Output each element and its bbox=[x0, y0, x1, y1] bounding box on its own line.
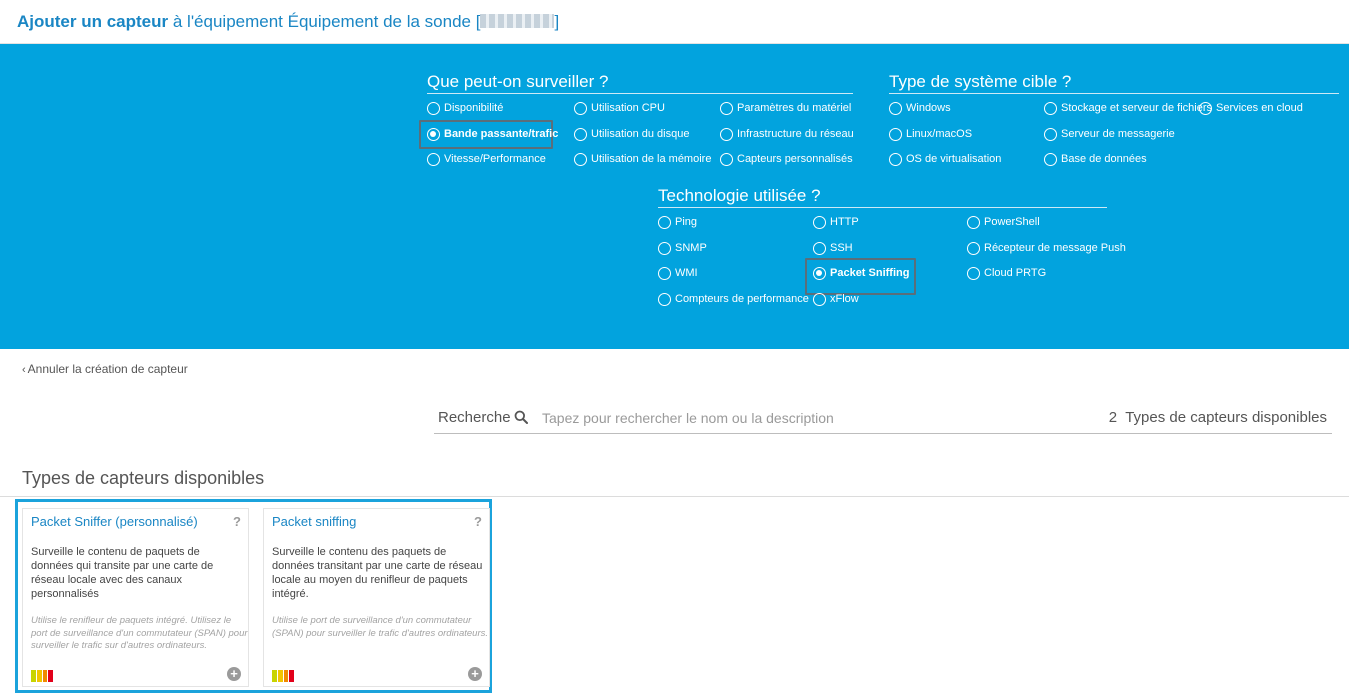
tech-option-ssh[interactable] bbox=[813, 240, 853, 256]
target-group-title: Type de système cible ? bbox=[889, 72, 1339, 94]
available-types-count bbox=[1109, 409, 1327, 426]
card-note: Utilise le port de surveillance d'un commutateur (SPAN) pour surveiller le trafic d'autres ordinateurs. bbox=[272, 615, 488, 639]
option-label: Ping bbox=[675, 216, 698, 228]
count-label: Types de capteurs disponibles bbox=[1125, 409, 1327, 426]
section-divider bbox=[0, 496, 1349, 497]
radio-icon bbox=[658, 267, 671, 280]
page-title-action: Ajouter un capteur bbox=[17, 12, 169, 31]
monitor-option-memory[interactable] bbox=[574, 151, 711, 167]
target-option-linux[interactable] bbox=[889, 126, 972, 142]
radio-icon bbox=[427, 102, 440, 115]
card-description: Surveille le contenu de paquets de données qui transite par une carte de réseau locale avec des canaux personnalisés bbox=[31, 546, 214, 600]
monitor-option-disk[interactable] bbox=[574, 126, 689, 142]
option-label: Windows bbox=[906, 102, 951, 114]
search-bar bbox=[434, 404, 1332, 434]
page-title-device: à l'équipement Équipement de la sonde [ bbox=[172, 12, 481, 31]
card-description: Surveille le contenu des paquets de données transitant par une carte de réseau locale au moyen du renifleur de paquets intégré. bbox=[272, 546, 483, 600]
search-input[interactable] bbox=[542, 408, 1102, 428]
cancel-sensor-creation-link[interactable] bbox=[22, 362, 188, 376]
target-option-virtualization[interactable] bbox=[889, 151, 1001, 167]
tech-option-http[interactable] bbox=[813, 214, 859, 230]
radio-icon bbox=[889, 102, 902, 115]
option-label: Vitesse/Performance bbox=[444, 153, 546, 165]
search-label: Recherche bbox=[438, 409, 511, 426]
redacted-probe-name bbox=[480, 14, 554, 28]
option-label: Utilisation de la mémoire bbox=[591, 153, 712, 165]
option-label: Stockage et serveur de fichiers bbox=[1061, 102, 1213, 114]
radio-icon bbox=[1044, 102, 1057, 115]
tech-option-ping[interactable] bbox=[658, 214, 697, 230]
section-title: Types de capteurs disponibles bbox=[22, 468, 265, 488]
radio-icon bbox=[967, 216, 980, 229]
monitor-option-network-infra[interactable] bbox=[720, 126, 854, 142]
radio-icon bbox=[427, 153, 440, 166]
sensor-card-packet-sniffing[interactable] bbox=[263, 508, 490, 687]
tech-option-packet-sniffing[interactable] bbox=[813, 265, 909, 281]
sensor-filter-panel bbox=[0, 44, 1349, 349]
option-label: Récepteur de message Push bbox=[984, 242, 1126, 254]
card-title[interactable]: Packet Sniffer (personnalisé) bbox=[31, 514, 198, 529]
option-label: SSH bbox=[830, 242, 853, 254]
radio-icon bbox=[658, 216, 671, 229]
target-option-windows[interactable] bbox=[889, 100, 951, 116]
tech-option-cloud-prtg[interactable] bbox=[967, 265, 1046, 281]
card-title[interactable]: Packet sniffing bbox=[272, 514, 357, 529]
radio-icon bbox=[658, 242, 671, 255]
monitor-option-speed[interactable] bbox=[427, 151, 546, 167]
radio-icon bbox=[967, 267, 980, 280]
monitor-group-title: Que peut-on surveiller ? bbox=[427, 72, 853, 94]
radio-icon bbox=[720, 102, 733, 115]
radio-icon bbox=[574, 153, 587, 166]
tech-option-snmp[interactable] bbox=[658, 240, 707, 256]
radio-icon bbox=[1199, 102, 1212, 115]
chevron-left-icon: ‹ bbox=[22, 364, 26, 376]
performance-impact-icon bbox=[272, 670, 294, 682]
option-label: Serveur de messagerie bbox=[1061, 128, 1175, 140]
radio-icon bbox=[658, 293, 671, 306]
option-label: Services en cloud bbox=[1216, 102, 1303, 114]
tech-option-perf-counters[interactable] bbox=[658, 291, 809, 307]
impact-bar bbox=[37, 670, 42, 682]
radio-icon bbox=[1044, 153, 1057, 166]
option-label: WMI bbox=[675, 267, 698, 279]
option-label: Cloud PRTG bbox=[984, 267, 1047, 279]
tech-option-wmi[interactable] bbox=[658, 265, 698, 281]
radio-icon bbox=[813, 293, 826, 306]
radio-icon bbox=[813, 216, 826, 229]
count-value: 2 bbox=[1108, 409, 1118, 426]
radio-icon bbox=[889, 128, 902, 141]
option-label: Bande passante/trafic bbox=[444, 128, 559, 140]
help-icon[interactable]: ? bbox=[474, 514, 482, 529]
tech-option-xflow[interactable] bbox=[813, 291, 859, 307]
option-label: OS de virtualisation bbox=[906, 153, 1002, 165]
radio-icon bbox=[574, 102, 587, 115]
target-option-database[interactable] bbox=[1044, 151, 1147, 167]
tech-option-powershell[interactable] bbox=[967, 214, 1040, 230]
option-label: Utilisation du disque bbox=[591, 128, 690, 140]
search-icon[interactable] bbox=[514, 410, 528, 424]
option-label: Packet Sniffing bbox=[830, 267, 910, 279]
monitor-option-hardware[interactable] bbox=[720, 100, 851, 116]
tech-group-title: Technologie utilisée ? bbox=[658, 186, 1107, 208]
option-label: Infrastructure du réseau bbox=[737, 128, 854, 140]
radio-icon bbox=[813, 242, 826, 255]
option-label: Linux/macOS bbox=[906, 128, 973, 140]
option-label: Compteurs de performance bbox=[675, 293, 809, 305]
help-icon[interactable]: ? bbox=[233, 514, 241, 529]
monitor-option-cpu[interactable] bbox=[574, 100, 665, 116]
option-label: HTTP bbox=[830, 216, 859, 228]
page-title-close: ] bbox=[554, 12, 560, 31]
target-option-cloud[interactable] bbox=[1199, 100, 1303, 116]
radio-checked-icon bbox=[427, 128, 440, 141]
impact-bar bbox=[272, 670, 277, 682]
sensor-cards-container bbox=[15, 499, 492, 693]
add-icon[interactable]: + bbox=[468, 667, 482, 681]
impact-bar bbox=[31, 670, 36, 682]
option-label: Utilisation CPU bbox=[591, 102, 665, 114]
radio-icon bbox=[720, 128, 733, 141]
card-note: Utilise le renifleur de paquets intégré. Utilisez le port de surveillance d'un commutateur (SPAN) pour surveiller le trafic sur d'autres ordinateurs. bbox=[31, 615, 248, 651]
impact-bar bbox=[43, 670, 48, 682]
performance-impact-icon bbox=[31, 670, 53, 682]
impact-bar bbox=[48, 670, 53, 682]
radio-icon bbox=[1044, 128, 1057, 141]
impact-bar bbox=[284, 670, 289, 682]
radio-icon bbox=[720, 153, 733, 166]
option-label: SNMP bbox=[675, 242, 707, 254]
option-label: Capteurs personnalisés bbox=[737, 153, 853, 165]
add-icon[interactable]: + bbox=[227, 667, 241, 681]
sensor-card-packet-sniffer-custom[interactable] bbox=[22, 508, 249, 687]
monitor-option-availability[interactable] bbox=[427, 100, 503, 116]
monitor-option-bandwidth[interactable] bbox=[427, 126, 558, 142]
page-title bbox=[17, 12, 559, 32]
option-label: xFlow bbox=[830, 293, 859, 305]
monitor-option-custom[interactable] bbox=[720, 151, 853, 167]
cancel-label: Annuler la création de capteur bbox=[27, 362, 188, 376]
radio-icon bbox=[889, 153, 902, 166]
tech-option-push[interactable] bbox=[967, 240, 1126, 256]
option-label: PowerShell bbox=[984, 216, 1040, 228]
target-option-storage[interactable] bbox=[1044, 100, 1212, 116]
impact-bar bbox=[278, 670, 283, 682]
option-label: Base de données bbox=[1061, 153, 1147, 165]
option-label: Disponibilité bbox=[444, 102, 504, 114]
impact-bar bbox=[289, 670, 294, 682]
radio-icon bbox=[574, 128, 587, 141]
target-option-mail[interactable] bbox=[1044, 126, 1175, 142]
radio-icon bbox=[967, 242, 980, 255]
radio-checked-icon bbox=[813, 267, 826, 280]
page-header bbox=[0, 0, 1349, 44]
option-label: Paramètres du matériel bbox=[737, 102, 852, 114]
